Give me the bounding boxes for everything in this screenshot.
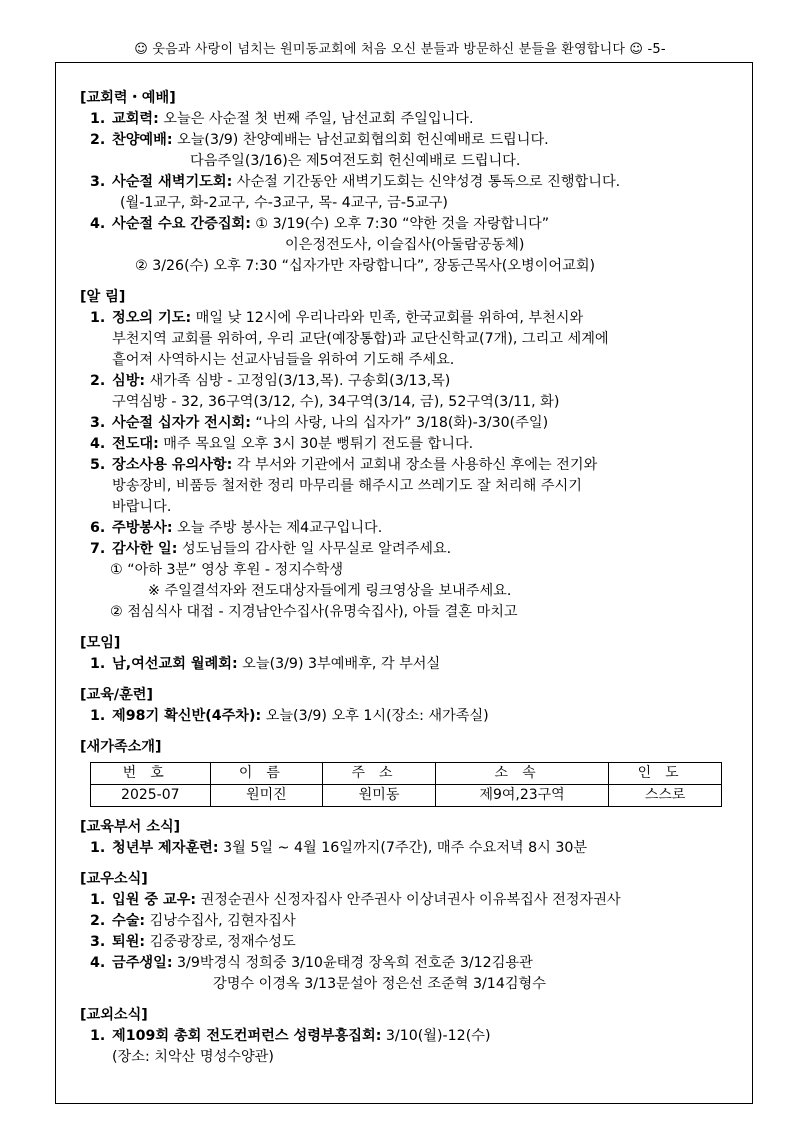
section-title: [교우소식] [80, 871, 148, 887]
section-title: [교육부서 소식] [80, 819, 181, 835]
list-item-continuation: (장소: 치악산 명성수양관) [112, 1049, 274, 1065]
list-item: 1. 제109회 총회 전도컨퍼런스 성령부흥집회: 3/10(월)-12(수) [90, 1028, 491, 1044]
list-item: 2. 심방: 새가족 심방 - 고정임(3/13,목). 구송회(3/13,목) [90, 373, 451, 389]
list-item: 3. 사순절 십자가 전시회: “나의 사랑, 나의 십자가” 3/18(화)-3/30(주일) [90, 415, 549, 431]
list-item-continuation: 구역심방 - 32, 36구역(3/12, 수), 34구역(3/14, 금), 52구역(3/11, 화) [112, 394, 560, 410]
table-header-cell: 번호 [91, 763, 211, 785]
list-item-continuation: 강명수 이경옥 3/13문설아 정은선 조준혁 3/14김형수 [213, 976, 546, 992]
table-cell: 제9여,23구역 [435, 785, 608, 807]
table-header-cell: 이름 [210, 763, 323, 785]
list-item-continuation: 바랍니다. [112, 499, 172, 515]
list-item: 1. 남,여선교회 월례회: 오늘(3/9) 3부예배후, 각 부서실 [90, 656, 441, 672]
table-cell: 원미동 [323, 785, 436, 807]
list-item: 3. 사순절 새벽기도회: 사순절 기간동안 새벽기도회는 신약성경 통독으로 진행합니다. [90, 174, 621, 190]
table-cell: 스스로 [609, 785, 722, 807]
list-item: 1. 청년부 제자훈련: 3월 5일 ~ 4월 16일까지(7주간), 매주 수요저녁 8시 30분 [90, 840, 588, 856]
list-item-continuation: 방송장비, 비품등 철저한 정리 마무리를 해주시고 쓰레기도 잘 처리해 주시기 [112, 478, 582, 494]
list-item-continuation: ② 점심식사 대접 - 지경남안수집사(유명숙집사), 아들 결혼 마치고 [110, 604, 518, 620]
list-item: 4. 금주생일: 3/9박경식 정희중 3/10윤태경 장옥희 전호준 3/12김용관 [90, 955, 533, 971]
list-item: 3. 퇴원: 김중광장로, 정재수성도 [90, 934, 296, 950]
section-title: [알 림] [80, 289, 126, 305]
list-item: 1. 정오의 기도: 매일 낮 12시에 우리나라와 민족, 한국교회를 위하여, 부천시와 [90, 310, 584, 326]
list-item: 2. 찬양예배: 오늘(3/9) 찬양예배는 남선교회협의회 헌신예배로 드립니다. [90, 132, 549, 148]
list-item: 4. 전도대: 매주 목요일 오후 3시 30분 뻥튀기 전도를 합니다. [90, 436, 474, 452]
list-item-continuation: ① “아하 3분” 영상 후원 - 정지수학생 [110, 562, 344, 578]
table-header-row [91, 763, 722, 785]
list-item-continuation: 흩어져 사역하시는 선교사님들을 위하여 기도해 주세요. [112, 352, 455, 368]
page-header: ☺ 웃음과 사랑이 넘치는 원미동교회에 처음 오신 분들과 방문하신 분들을 환영합니다 ☺ -5- [134, 42, 666, 57]
table-cell: 2025-07 [91, 785, 211, 807]
list-item: 1. 제98기 확신반(4주차): 오늘(3/9) 오후 1시(장소: 새가족실) [90, 708, 489, 724]
bulletin-content [80, 88, 740, 1068]
list-item: 5. 장소사용 유의사항: 각 부서와 기관에서 교회내 장소를 사용하신 후에는 전기와 [90, 457, 598, 473]
new-family-table [90, 762, 722, 807]
section-title: [교외소식] [80, 1007, 148, 1023]
list-item: 4. 사순절 수요 간증집회: ① 3/19(수) 오후 7:30 “약한 것을 자랑합니다” [90, 216, 550, 232]
list-item-continuation: 이은정전도사, 이슬집사(아둘람공동체) [285, 237, 525, 253]
list-item: 1. 입원 중 교우: 권정순권사 신정자집사 안주권사 이상녀권사 이유복집사 전정자권사 [90, 892, 621, 908]
section-title: [새가족소개] [80, 739, 162, 755]
section-title: [교회력・예배] [80, 90, 176, 106]
list-item-continuation: 부천지역 교회를 위하여, 우리 교단(예장통합)과 교단신학교(7개), 그리고 세계에 [112, 331, 609, 347]
list-item: 7. 감사한 일: 성도님들의 감사한 일 사무실로 알려주세요. [90, 541, 452, 557]
list-item-continuation: ② 3/26(수) 오후 7:30 “십자가만 자랑합니다”, 장동근목사(오병이어교회) [135, 258, 596, 274]
table-header-cell: 소속 [435, 763, 608, 785]
list-item-continuation: (월-1교구, 화-2교구, 수-3교구, 목- 4교구, 금-5교구) [120, 195, 448, 211]
table-header-cell: 주소 [323, 763, 436, 785]
table-header-cell: 인도 [609, 763, 722, 785]
section-title: [교육/훈련] [80, 687, 153, 703]
list-item-continuation: 다음주일(3/16)은 제5여전도회 헌신예배로 드립니다. [190, 153, 521, 169]
table-row [91, 785, 722, 807]
section-title: [모임] [80, 635, 121, 651]
list-item: 1. 교회력: 오늘은 사순절 첫 번째 주일, 남선교회 주일입니다. [90, 111, 474, 127]
list-item: 2. 수술: 김낭수집사, 김현자집사 [90, 913, 296, 929]
list-item-continuation: ※ 주일결석자와 전도대상자들에게 링크영상을 보내주세요. [148, 583, 512, 599]
list-item: 6. 주방봉사: 오늘 주방 봉사는 제4교구입니다. [90, 520, 383, 536]
table-cell: 원미진 [210, 785, 323, 807]
